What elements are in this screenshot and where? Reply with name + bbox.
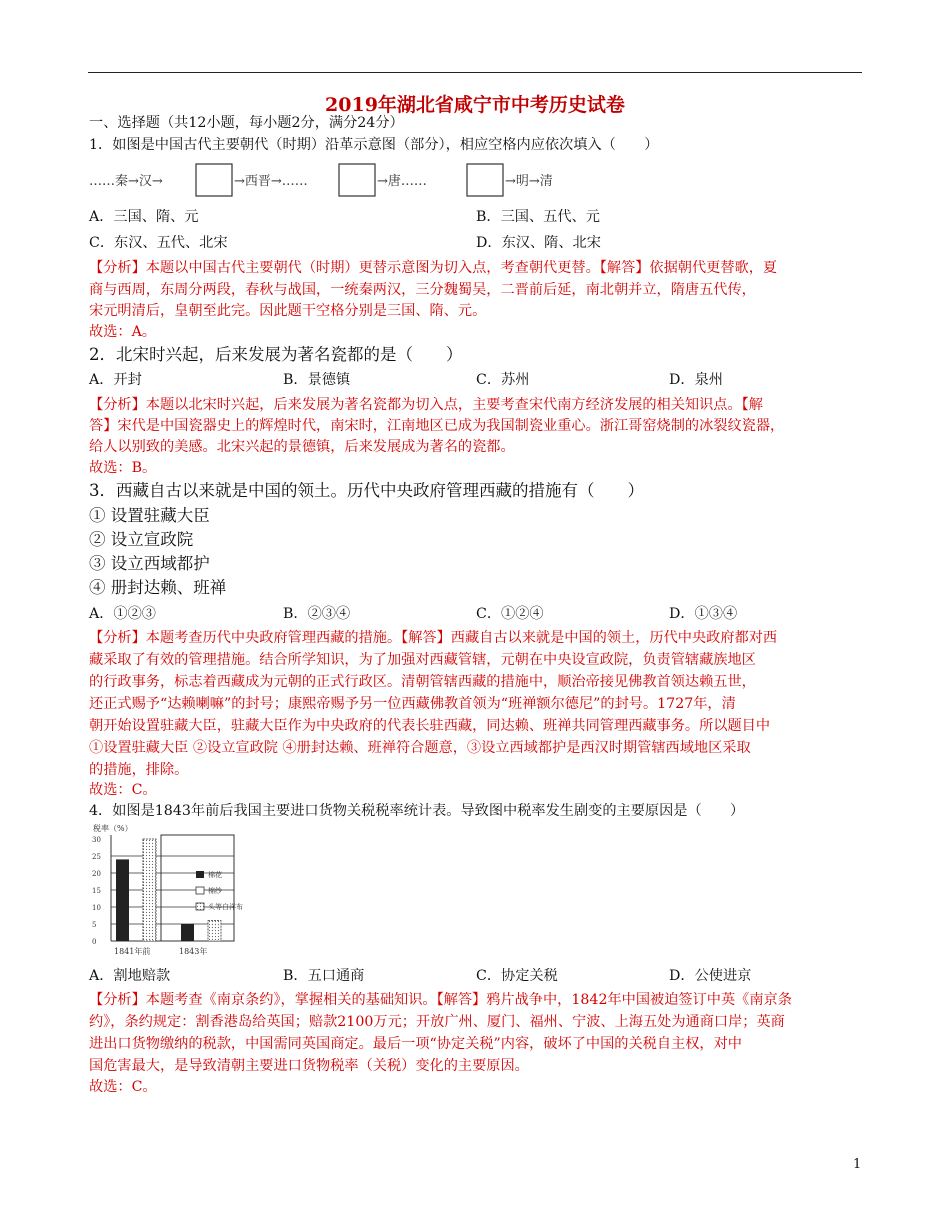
q3-answer: 故选：C。 (89, 782, 157, 798)
chart-bar-棉花 (181, 924, 194, 941)
q3-item: ③ 设立西域都护 (89, 554, 210, 573)
q1-analysis-line: 商与西周，东周分两段，春秋与战国，一统秦两汉，三分魏蜀吴，二晋前后延，南北朝并立，隋唐五代传， (89, 282, 756, 298)
section-heading: 一、选择题（共12小题，每小题2分，满分24分） (89, 115, 404, 131)
dynasty-diagram (89, 163, 609, 197)
chart-category-label: 1841年前 (114, 947, 151, 956)
q2-analysis-line: 给人以别致的美感。北宋兴起的景德镇，后来发展成为著名的瓷都。 (89, 439, 515, 455)
chart-bar-头等白洋布 (208, 921, 221, 941)
chart-ytick-label: 20 (92, 870, 101, 878)
chart-legend-label: 棉花 (208, 871, 222, 879)
chart-ytick-label: 5 (92, 921, 97, 929)
q3-item: ④ 册封达赖、班禅 (89, 578, 227, 597)
chart-category-label: 1843年 (179, 947, 208, 956)
chart-ytick-label: 30 (92, 836, 101, 844)
q2-stem: 2．北宋时兴起，后来发展为著名瓷都的是（ ） (89, 345, 463, 364)
page-title: 2019年湖北省咸宁市中考历史试卷 (325, 94, 625, 116)
q4-stem: 4．如图是1843年前后我国主要进口货物关税税率统计表。导致图中税率发生剧变的主要原因是（ ） (89, 803, 745, 819)
q3-item: ② 设立宣政院 (89, 530, 194, 549)
chart-legend-swatch (196, 903, 204, 910)
q3-analysis-line: 的行政事务，标志着西藏成为元朝的正式行政区。清朝管辖西藏的措施中，顺治帝接见佛教首领达赖五世， (89, 674, 756, 690)
q1-option-c: C．东汉、五代、北宋 (89, 235, 228, 251)
q3-analysis-line: 还正式赐予“达赖喇嘛”的封号；康熙帝赐予另一位西藏佛教首领为“班禅额尔德尼”的封号。1727年，清 (89, 696, 736, 712)
diagram-seg-4: →明→清 (505, 174, 553, 189)
q1-analysis-line: 【分析】本题以中国古代主要朝代（时期）更替示意图为切入点，考查朝代更替。【解答】依据朝代更替歌，夏 (89, 260, 778, 276)
q3-item: ① 设置驻藏大臣 (89, 506, 210, 525)
diagram-seg-3: →唐…… (377, 174, 427, 189)
chart-bar-棉花 (116, 859, 129, 941)
q3-stem: 3．西藏自古以来就是中国的领土。历代中央政府管理西藏的措施有（ ） (89, 481, 644, 500)
q3-analysis-line: 朝开始设置驻藏大臣，驻藏大臣作为中央政府的代表长驻西藏，同达赖、班禅共同管理西藏事务。所以题目中 (89, 718, 771, 734)
q3-option-b: B．②③④ (283, 606, 351, 622)
q4-option-b: B．五口通商 (283, 968, 365, 984)
chart-bar-头等白洋布 (143, 839, 156, 941)
q2-option-b: B．景德镇 (283, 372, 351, 388)
q4-option-a: A．割地赔款 (89, 968, 171, 984)
diagram-seg-2: →西晋→…… (234, 174, 308, 189)
q3-analysis-line: 的措施，排除。 (89, 762, 189, 778)
chart-legend-label: 头等白洋布 (208, 903, 243, 911)
q4-option-c: C．协定关税 (476, 968, 558, 984)
q1-option-d: D．东汉、隋、北宋 (476, 235, 601, 251)
q4-option-d: D．公使进京 (669, 968, 752, 984)
q1-analysis-line: 宋元明清后，皇朝至此完。因此题干空格分别是三国、隋、元。 (89, 303, 487, 319)
q1-answer: 故选：A。 (89, 324, 156, 340)
q1-stem: 1．如图是中国古代主要朝代（时期）沿革示意图（部分），相应空格内应依次填入（ ） (89, 137, 659, 153)
q4-analysis-line: 国危害最大，是导致清朝主要进口货物税率（关税）变化的主要原因。 (89, 1058, 529, 1074)
chart-ytick-label: 10 (92, 904, 101, 912)
q3-analysis-line: 藏采取了有效的管理措施。结合所学知识，为了加强对西藏管辖，元朝在中央设宣政院，负责管辖藏族地区 (89, 652, 756, 668)
q3-analysis-line: ①设置驻藏大臣 ②设立宣政院 ④册封达赖、班禅符合题意，③设立西域都护是西汉时期管辖西域地区采取 (89, 740, 751, 756)
q2-analysis-line: 答】宋代是中国瓷器史上的辉煌时代，南宋时，江南地区已成为我国制瓷业重心。浙江哥窑烧制的冰裂纹瓷器， (89, 418, 785, 434)
q2-analysis-line: 【分析】本题以北宋时兴起，后来发展为著名瓷都为切入点，主要考查宋代南方经济发展的相关知识点。【解 (89, 397, 763, 413)
chart-ylabel: 税率（%） (93, 824, 133, 833)
q4-analysis-line: 进出口货物缴纳的税款，中国需同英国商定。最后一项“协定关税”内容，破坏了中国的关税自主权，对中 (89, 1036, 742, 1052)
diagram-blank-2 (339, 164, 375, 196)
q3-option-c: C．①②④ (476, 606, 544, 622)
q3-option-d: D．①③④ (669, 606, 738, 622)
chart-legend-label: 棉纱 (208, 887, 222, 895)
q4-answer: 故选：C。 (89, 1079, 157, 1095)
q4-analysis-line: 【分析】本题考查《南京条约》，掌握相关的基础知识。【解答】鸦片战争中，1842年中国被迫签订中英《南京条 (89, 992, 792, 1008)
q1-option-a: A．三国、隋、元 (89, 209, 199, 225)
q4-analysis-line: 约》，条约规定：割香港岛给英国；赔款2100万元；开放广州、厦门、福州、宁波、上海五处为通商口岸；英商 (89, 1014, 785, 1030)
tariff-chart (91, 821, 331, 961)
chart-legend-swatch (196, 887, 204, 894)
chart-ytick-label: 15 (92, 887, 101, 895)
diagram-seg-1: ……秦→汉→ (89, 174, 163, 189)
chart-ytick-label: 25 (92, 853, 101, 861)
chart-legend-swatch (196, 871, 204, 878)
diagram-blank-3 (467, 164, 503, 196)
top-rule (88, 72, 862, 73)
page-number: 1 (853, 1157, 862, 1172)
q1-option-b: B．三国、五代、元 (476, 209, 600, 225)
q2-answer: 故选：B。 (89, 460, 157, 476)
chart-ytick-label: 0 (92, 938, 97, 946)
q2-option-c: C．苏州 (476, 372, 530, 388)
q3-analysis-line: 【分析】本题考查历代中央政府管理西藏的措施。【解答】西藏自古以来就是中国的领土，历代中央政府都对西 (89, 630, 778, 646)
q2-option-d: D．泉州 (669, 372, 723, 388)
diagram-blank-1 (196, 164, 232, 196)
q2-option-a: A．开封 (89, 372, 142, 388)
q3-option-a: A．①②③ (89, 606, 156, 622)
